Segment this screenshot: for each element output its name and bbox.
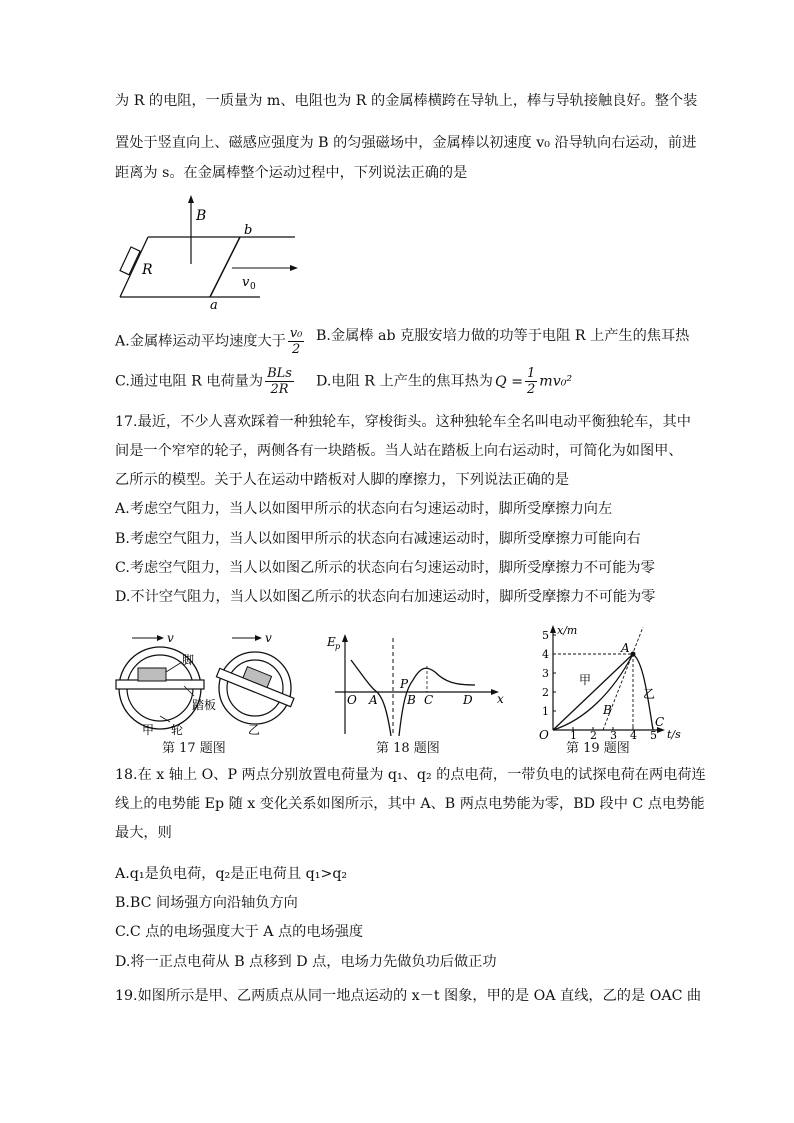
q18-option-c: C.C 点的电场强度大于 A 点的电场强度	[115, 924, 364, 940]
ep-axis-label: E	[327, 635, 336, 649]
x-axis-unit-label: x/m	[557, 624, 578, 637]
q18-option-d: D.将一正点电荷从 B 点移到 D 点，电场力先做负功后做正功	[115, 954, 497, 970]
y-tick-label: 1	[542, 705, 549, 718]
point-b-label: B	[407, 693, 416, 707]
point-a-label: A	[621, 641, 630, 655]
x-tick-label: 3	[610, 729, 617, 740]
velocity-label: v	[242, 275, 250, 290]
q17-line-2: 间是一个窄窄的轮子，两侧各有一块踏板。当人站在踏板上向右运动时，可简化为如图甲、	[115, 443, 683, 459]
q16-rail-figure	[110, 192, 310, 312]
ep-axis-subscript: p	[335, 642, 341, 651]
y-tick-label: 2	[542, 686, 549, 699]
q18-caption: 第 18 题图	[376, 741, 440, 756]
q18-option-b: B.BC 间场强方向沿轴负方向	[115, 895, 298, 911]
jia-curve-label: 甲	[579, 673, 592, 687]
q18-line-1: 18.在 x 轴上 O、P 两点分别放置电荷量为 q₁、q₂ 的点电荷，一带负电的试探电荷在两电荷连	[115, 767, 706, 783]
q18-potential-energy-graph	[323, 630, 508, 740]
q17-line-1: 17.最近，不少人喜欢踩着一种独轮车，穿梭街头。这种独轮车全名叫电动平衡独轮车，其中	[115, 414, 691, 430]
point-a-label: A	[369, 693, 378, 707]
q17-unicycle-figure	[112, 630, 302, 738]
point-a-label: a	[210, 298, 218, 312]
q16-option-d: D.电阻 R 上产生的焦耳热为 Q = $\frac{1}{2}$ mv₀²	[316, 366, 573, 397]
point-o-label: O	[347, 693, 357, 707]
q16-line-1: 为 R 的电阻，一质量为 m、电阻也为 R 的金属棒横跨在导轨上，棒与导轨接触良好。整个装	[115, 93, 698, 109]
q17-option-b: B.考虑空气阻力，当人以如图甲所示的状态向右减速运动时，脚所受摩擦力可能向右	[115, 531, 641, 547]
q17-option-d: D.不计空气阻力，当人以如图乙所示的状态向右加速运动时，脚所受摩擦力不可能为零	[115, 589, 656, 605]
point-p-label: P	[400, 677, 409, 691]
velocity-label-jia: v	[167, 631, 174, 645]
t-axis-unit-label: t/s	[667, 728, 681, 740]
jia-label: 甲	[142, 723, 155, 737]
wheel-label: 轮	[171, 723, 184, 737]
q17-option-a: A.考虑空气阻力，当人以如图甲所示的状态向右匀速运动时，脚所受摩擦力向左	[115, 501, 613, 517]
q17-caption: 第 17 题图	[162, 741, 226, 756]
point-b-label: b	[244, 223, 253, 238]
foot-label: 脚	[182, 653, 195, 667]
q19-xt-graph	[535, 622, 685, 740]
y-tick-label: 3	[542, 667, 549, 680]
x-tick-label: 5	[650, 729, 657, 740]
point-d-label: D	[463, 693, 473, 707]
q17-line-3: 乙所示的模型。关于人在运动中踏板对人脚的摩擦力，下列说法正确的是	[115, 472, 570, 488]
y-tick-label: 4	[542, 648, 549, 661]
velocity-label-yi: v	[265, 631, 272, 645]
origin-label: O	[539, 728, 549, 740]
velocity-subscript: 0	[250, 282, 256, 292]
point-c-label: C	[424, 693, 434, 707]
q19-line-1: 19.如图所示是甲、乙两质点从同一地点运动的 x－t 图象，甲的是 OA 直线，乙的是 OAC 曲	[115, 988, 702, 1004]
q16-line-3: 距离为 s。在金属棒整个运动过程中，下列说法正确的是	[115, 165, 468, 181]
q18-line-2: 线上的电势能 Ep 随 x 变化关系如图所示，其中 A、B 两点电势能为零，BD 段中 C 点电势能	[115, 796, 705, 812]
q16-line-2: 置处于竖直向上、磁感应强度为 B 的匀强磁场中，金属棒以初速度 v₀ 沿导轨向右运动，前进	[115, 135, 697, 151]
q18-line-3: 最大，则	[115, 825, 172, 841]
point-b-label: B	[603, 703, 612, 717]
q16-option-a: A.金属棒运动平均速度大于 $\frac{\text{v₀}}{2}$	[115, 326, 303, 357]
x-tick-label: 4	[630, 729, 637, 740]
y-tick-label: 5	[542, 629, 549, 642]
x-tick-label: 1	[570, 729, 577, 740]
q16-option-c: C.通过电阻 R 电荷量为 $\frac{\text{BLs}}{2R}$	[115, 366, 292, 397]
point-c-label: C	[655, 715, 665, 729]
x-tick-label: 2	[590, 729, 597, 740]
pedal-label: 踏板	[192, 698, 217, 712]
x-axis-label: x	[497, 692, 504, 706]
q18-option-a: A.q₁是负电荷，q₂是正电荷且 q₁>q₂	[115, 866, 348, 882]
q19-caption: 第 19 题图	[566, 741, 630, 756]
resistor-label: R	[142, 262, 153, 278]
yi-curve-label: 乙	[643, 687, 656, 701]
field-b-label: B	[196, 208, 207, 224]
q17-option-c: C.考虑空气阻力，当人以如图乙所示的状态向右匀速运动时，脚所受摩擦力不可能为零	[115, 560, 655, 576]
yi-label: 乙	[248, 723, 261, 737]
q16-option-b: B.金属棒 ab 克服安培力做的功等于电阻 R 上产生的焦耳热	[316, 328, 690, 344]
